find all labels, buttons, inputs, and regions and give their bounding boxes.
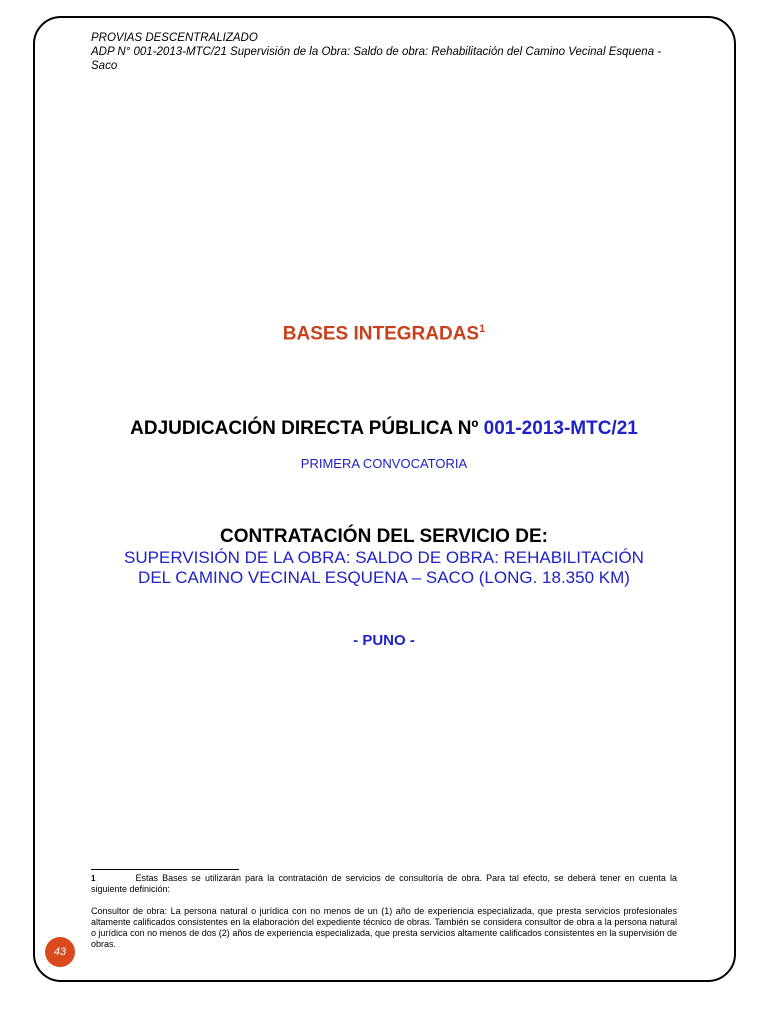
- adp-title: [0, 418, 768, 440]
- footnote-text-2: Consultor de obra: La persona natural o jurídica con no menos de un (1) año de experiencia especializada, que presta servicios profesionales altamente calificados consistentes en la elaboración del expediente técnico de obras. También se considera consultor de obra a la persona natural o jurídica con no menos de dos (2) años de experiencia especializada, que presta servicios altamente calificados consistentes en la supervisión de obras.: [91, 906, 677, 949]
- bases-title: [0, 323, 768, 345]
- footnote-mark: 1: [91, 874, 96, 883]
- service-description: [0, 548, 768, 588]
- contratacion-heading: CONTRATACIÓN DEL SERVICIO DE:: [220, 526, 548, 547]
- service-line-2: DEL CAMINO VECINAL ESQUENA – SACO (LONG. 18.350 KM): [138, 568, 630, 587]
- bases-title-text: BASES INTEGRADAS: [282, 323, 480, 345]
- adp-number: 001-2013-MTC/21: [483, 418, 638, 439]
- convocatoria-label: PRIMERA CONVOCATORIA: [300, 456, 468, 471]
- header-reference: ADP N° 001-2013-MTC/21 Supervisión de la Obra: Saldo de obra: Rehabilitación del Camino Vecinal Esquena -: [91, 46, 662, 58]
- footnote: [91, 873, 677, 950]
- page-border-frame: [33, 16, 736, 982]
- header-reference-cont: Saco: [91, 60, 118, 72]
- page-number-badge: 43: [45, 937, 75, 967]
- header-org: PROVIAS DESCENTRALIZADO: [91, 32, 258, 44]
- service-line-1: SUPERVISIÓN DE LA OBRA: SALDO DE OBRA: REHABILITACIÓN: [124, 548, 644, 567]
- document-header: [91, 31, 691, 73]
- region-label: - PUNO -: [353, 632, 415, 649]
- footnote-text-1: Estas Bases se utilizarán para la contratación de servicios de consultoría de obra. Para tal efecto, se deberá tener en cuenta la siguiente definición:: [91, 873, 677, 894]
- footnote-ref: 1: [479, 323, 486, 335]
- footnote-divider: [91, 869, 239, 870]
- adp-prefix: ADJUDICACIÓN DIRECTA PÚBLICA Nº: [130, 418, 484, 439]
